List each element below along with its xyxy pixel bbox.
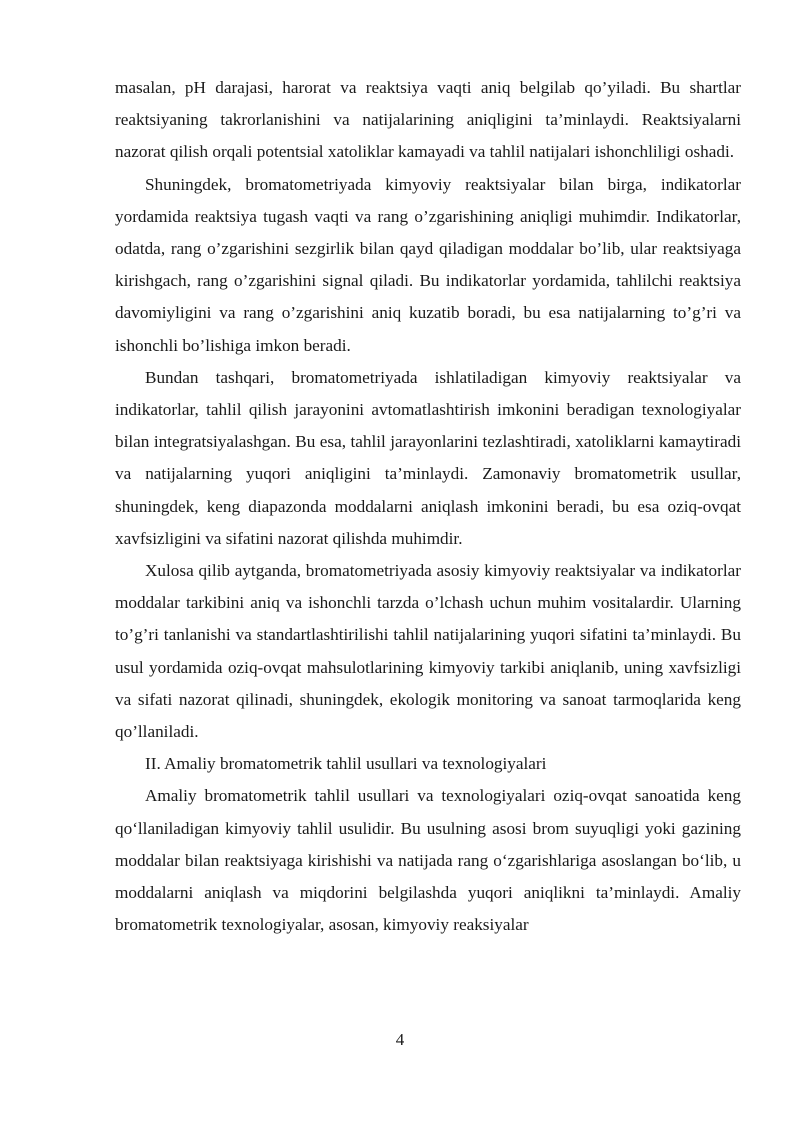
paragraph-continued: masalan, pH darajasi, harorat va reaktsiya vaqti aniq belgilab qo’yiladi. Bu shartlar reaktsiyaning takrorlanishini va natijalarining aniqligini ta’minlaydi. Reaktsiyalarni nazorat qilish orqali potentsial xatoliklar kamayadi va tahlil natijalari ishonchliligi oshadi. — [115, 78, 741, 162]
paragraph-conclusion: Xulosa qilib aytganda, bromatometriyada asosiy kimyoviy reaktsiyalar va indikatorlar moddalar tarkibini aniq va ishonchli tarzda o’lchash uchun muhim vositalardir. Ularning to’g’ri tanlanishi va standartlashtirilishi tahlil natijalarining yuqori sifatini ta’minlaydi. Bu usul yordamida oziq-ovqat mahsulotlarining kimyoviy tarkibi aniqlanib, uning xavfsizligi va sifati nazorat qilinadi, shuningdek, ekologik monitoring va sanoat tarmoqlarida keng qo’llaniladi. — [115, 561, 741, 742]
paragraph-practical-methods: Amaliy bromatometrik tahlil usullari va texnologiyalari oziq-ovqat sanoatida keng qo‘llaniladigan kimyoviy tahlil usulidir. Bu usulning asosi brom suyuqligi yoki gazining moddalar bilan reaktsiyaga kirishishi va natijada rang o‘zgarishlariga asoslangan bo‘lib, u moddalarni aniqlash va miqdorini belgilashda yuqori aniqlikni ta’minlaydi. Amaliy bromatometrik texnologiyalar, asosan, kimyoviy reaksiyalar — [115, 786, 741, 935]
document-page — [115, 72, 741, 941]
paragraph-automation: Bundan tashqari, bromatometriyada ishlatiladigan kimyoviy reaktsiyalar va indikatorlar, tahlil qilish jarayonini avtomatlashtirish imkonini beradigan texnologiyalar bilan integratsiyalashgan. Bu esa, tahlil jarayonlarini tezlashtiradi, xatoliklarni kamaytiradi va natijalarning yuqori aniqligini ta’minlaydi. Zamonaviy bromatometrik usullar, shuningdek, keng diapazonda moddalarni aniqlash imkonini beradi, bu esa oziq-ovqat xavfsizligini va sifatini nazorat qilishda muhimdir. — [115, 367, 741, 548]
page-number: 4 — [395, 1030, 405, 1049]
paragraph-indicators: Shuningdek, bromatometriyada kimyoviy reaktsiyalar bilan birga, indikatorlar yordamida reaktsiya tugash vaqti va rang o’zgarishining aniqligi muhimdir. Indikatorlar, odatda, rang o’zgarishini sezgirlik bilan qayd qiladigan moddalar bo’lib, ular reaktsiyaga kirishgach, rang o’zgarishini signal qiladi. Bu indikatorlar yordamida, tahlilchi reaktsiya davomiyligini va rang o’zgarishini aniq kuzatib boradi, bu esa natijalarning to’g’ri va ishonchli bo’lishiga imkon beradi. — [115, 174, 741, 355]
section-heading: II. Amaliy bromatometrik tahlil usullari va texnologiyalari — [145, 754, 547, 774]
